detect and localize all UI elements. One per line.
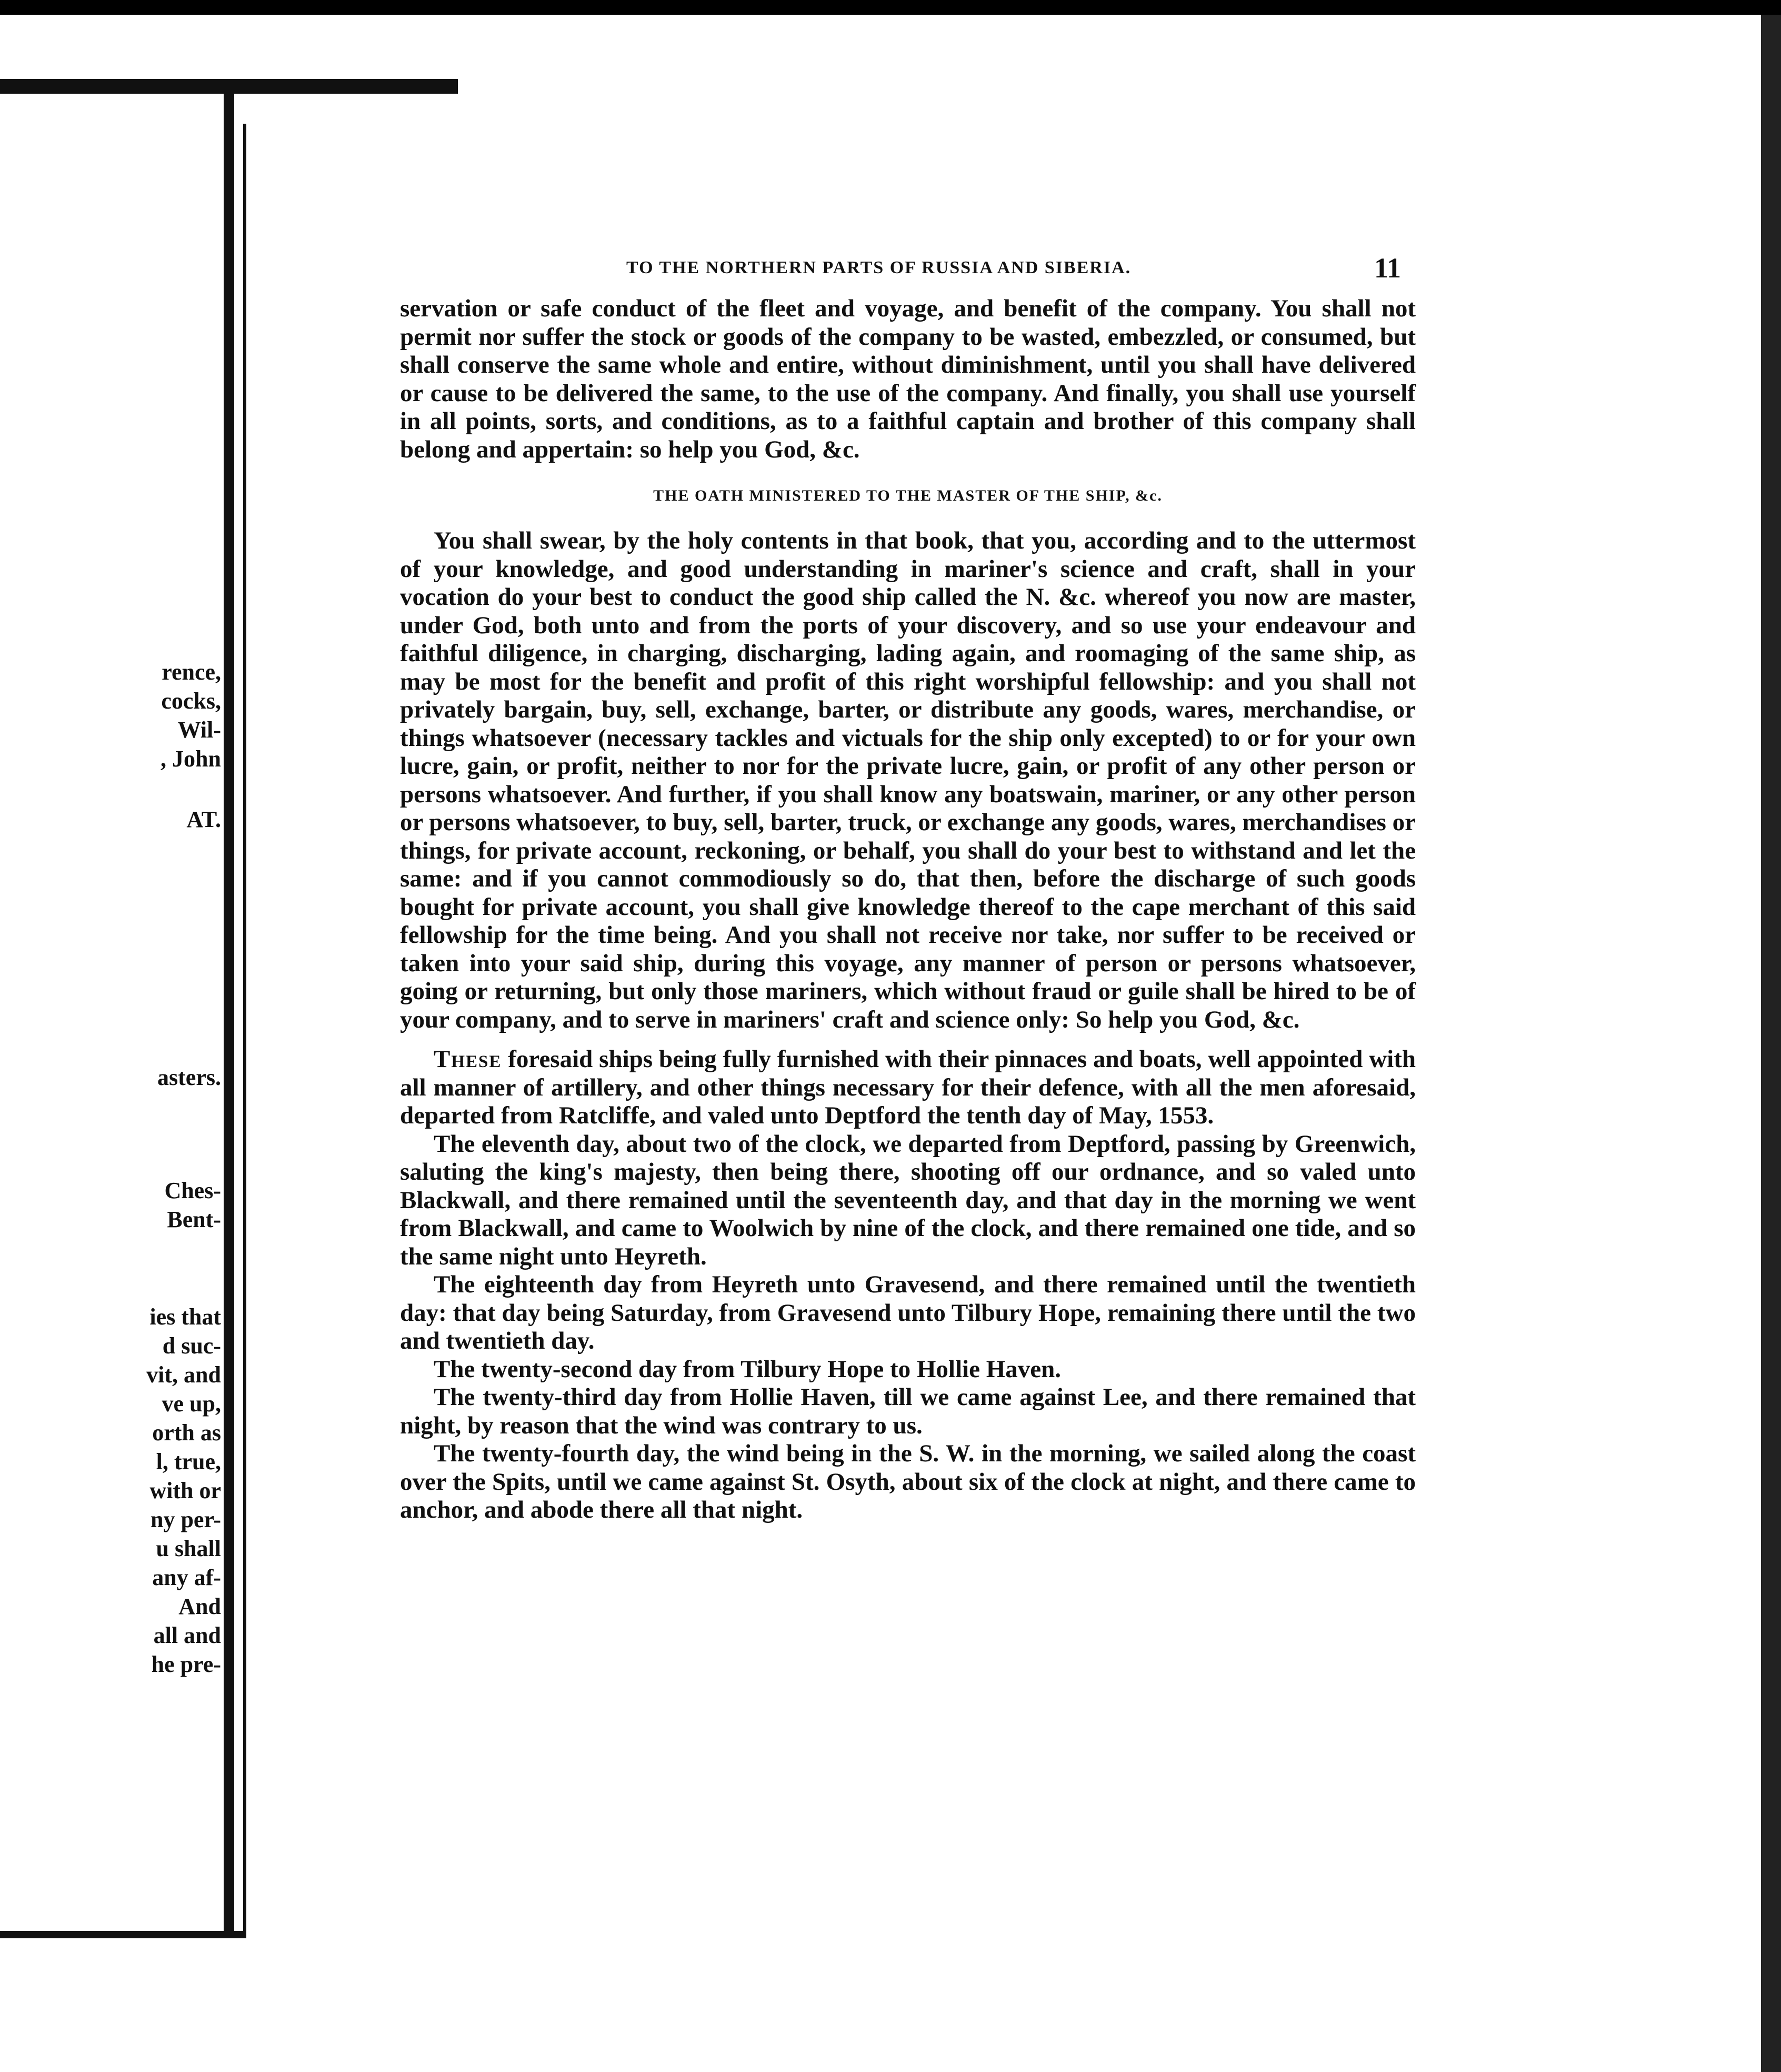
gutter-rule-thin [243, 124, 246, 1937]
facing-page-fragment: vit, and [146, 1362, 221, 1388]
running-title: TO THE NORTHERN PARTS OF RUSSIA AND SIBERIA. [626, 258, 1132, 277]
facing-page [0, 63, 234, 1937]
gutter-rule-thick [224, 87, 234, 1937]
book-page [400, 247, 1416, 1525]
facing-page-fragment: AT. [186, 806, 221, 832]
paragraph-twenty-second-day: The twenty-second day from Tilbury Hope to Hollie Haven. [434, 1355, 1062, 1383]
facing-page-fragment: all and [153, 1622, 221, 1648]
facing-page-fragment: with or [149, 1478, 221, 1503]
drop-lead-word: These [434, 1045, 502, 1073]
facing-page-fragment: l, true, [156, 1449, 221, 1475]
facing-page-fragment: orth as [152, 1420, 221, 1446]
gutter-bottom-rule [0, 1931, 246, 1938]
facing-page-fragment: ve up, [162, 1391, 221, 1417]
paragraph-twenty-fourth-day: The twenty-fourth day, the wind being in the S. W. in the morning, we sailed along the coast over the Spits, until we came against St. Osyth, about six of the clock at night, and there came to anchor, and abode there all that night. [400, 1440, 1416, 1523]
facing-page-fragment: cocks, [161, 688, 221, 714]
running-head [400, 247, 1416, 295]
facing-page-fragment: And [178, 1593, 221, 1619]
facing-page-fragment: asters. [157, 1064, 221, 1090]
facing-page-fragment: any af- [152, 1565, 221, 1590]
facing-page-fragment: d suc- [162, 1333, 221, 1359]
facing-page-fragment: rence, [162, 659, 221, 685]
paragraph-continuation: servation or safe conduct of the fleet and voyage, and benefit of the company. You shall not permit nor suffer the stock or goods of the company to be wasted, embezzled, or consumed, but shall conserve the same whole and entire, without diminishment, until you shall have delivered or cause to be delivered the same, to the use of the company. And finally, you shall use yourself in all points, sorts, and conditions, as to a faithful captain and brother of this company shall belong and appertain: so help you God, &c. [400, 295, 1416, 463]
facing-page-fragment: , John [161, 746, 221, 772]
paragraph-eighteenth-day: The eighteenth day from Heyreth unto Gravesend, and there remained until the twentieth day: that day being Saturday, from Gravesend unto Tilbury Hope, remaining there until the two and twentieth day. [400, 1271, 1416, 1354]
facing-page-fragment: Ches- [164, 1178, 221, 1203]
paragraph-oath: You shall swear, by the holy contents in that book, that you, according and to the uttermost of your knowledge, and good understanding in mariner's science and craft, shall in your vocation do your best to conduct the good ship called the N. &c. whereof you now are master, under God, both unto and from the ports of your discovery, and so use your endeavour and faithful diligence, in charging, discharging, lading again, and roomaging of the same ship, as may be most for the benefit and profit of this right worshipful fellowship: and you shall not privately bargain, buy, sell, exchange, barter, or distribute any goods, wares, merchandise, or things whatsoever (necessary tackles and victuals for the ship only excepted) to or for your own lucre, gain, or profit, neither to nor for the private lucre, gain, or profit of any other person or persons whatsoever. And further, if you shall know any boatswain, mariner, or any other person or persons whatsoever, to buy, sell, barter, truck, or exchange any goods, wares, merchandises or things, for private account, reckoning, or behalf, you shall do your best to withstand and let the same: and if you cannot commodiously so do, that then, before the discharge of such goods bought for private account, you shall give knowledge thereof to the cape merchant of this said fellowship for the time being. And you shall not receive nor take, nor suffer to be received or taken into your said ship, during this voyage, any manner of person or persons whatsoever, going or returning, but only those mariners, which without fraud or guile shall be hired to be of your company, and to serve in mariners' craft and science only: So help you God, &c. [400, 527, 1416, 1033]
facing-page-fragment: ies that [149, 1304, 221, 1330]
paragraph-eleventh-day: The eleventh day, about two of the clock, we departed from Deptford, passing by Greenwich, saluting the king's majesty, then being there, shooting off our ordnance, and so valed unto Blackwall, and there remained until the seventeenth day, and that day in the morning we went from Blackwall, and came to Woolwich by nine of the clock, and there remained one tide, and so the same night unto Heyreth. [400, 1130, 1416, 1270]
facing-page-fragment: ny per- [150, 1507, 221, 1532]
paragraph-departure [400, 1045, 1416, 1130]
facing-page-fragment: he pre- [151, 1651, 221, 1677]
paragraph-departure-text: foresaid ships being fully furnished with their pinnaces and boats, well appointed with all manner of artillery, and other things necessary for their defence, with all the men aforesaid, departed from Ratcliffe, and valed unto Deptford the tenth day of May, 1553. [400, 1045, 1416, 1129]
facing-page-fragment: Bent- [167, 1207, 221, 1232]
right-page-shadow [1761, 15, 1781, 2072]
paragraph-twenty-third-day: The twenty-third day from Hollie Haven, till we came against Lee, and there remained that night, by reason that the wind was contrary to us. [400, 1383, 1416, 1439]
page-number: 11 [1374, 252, 1401, 284]
facing-page-fragment: Wil- [177, 717, 221, 743]
facing-page-text-fragments [0, 63, 221, 1937]
section-heading-oath: THE OATH MINISTERED TO THE MASTER OF THE SHIP, &c. [653, 487, 1163, 504]
facing-page-fragment: u shall [156, 1536, 221, 1561]
